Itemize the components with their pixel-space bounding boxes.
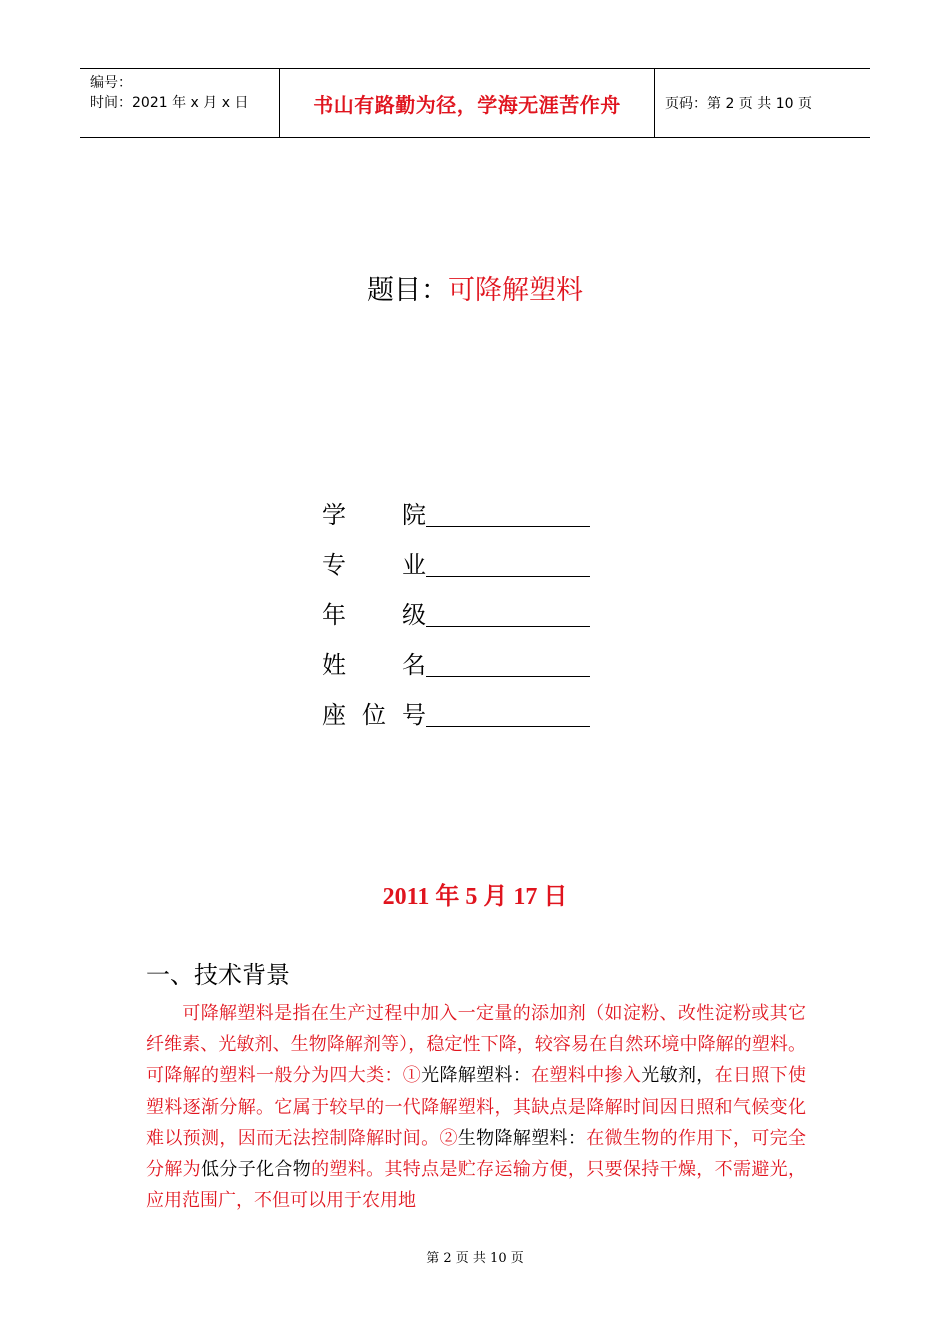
page-title <box>0 268 950 307</box>
text-run: 在微生物 <box>586 1127 660 1149</box>
header-page-info: 页码：第 2 页 共 10 页 <box>665 96 812 112</box>
text-run: 光敏剂， <box>641 1065 715 1087</box>
header-time-label: 时间：2021 年 x 月 x 日 <box>90 95 249 111</box>
field-char: 年 <box>322 601 346 629</box>
field-label <box>322 645 426 680</box>
text-run: 在塑料中掺入 <box>531 1065 642 1087</box>
header-meta <box>80 69 280 137</box>
field-label <box>322 695 426 730</box>
page-footer: 第 2 页 共 10 页 <box>426 1251 524 1266</box>
text-run: 可降解塑料是指在生产过程中加入一定量的添加剂（如淀粉、改性淀粉或其它纤维素、光敏剂、生物降解剂等），稳定性下降，较容易在自然环境中降解的塑料。可降解的塑料一般分为四大类：① <box>146 1003 806 1087</box>
field-char: 号 <box>402 701 426 729</box>
text-run: 的塑料。其特点是贮存运输方便，只要保持干燥，不需避光，应用范围广，不但可以用于农用地 <box>146 1159 807 1212</box>
field-seat <box>322 680 590 730</box>
header-number-label: 编号： <box>90 75 132 91</box>
text-run: 生物降解塑料： <box>457 1127 587 1149</box>
document-date: 2011 年 5 月 17 日 <box>382 884 568 910</box>
body-paragraph <box>146 998 806 1216</box>
field-char: 姓 <box>322 651 346 679</box>
field-major <box>322 530 590 580</box>
text-run: 低分子化合物 <box>201 1159 312 1181</box>
fill-line[interactable] <box>426 552 590 577</box>
text-run: 光降解塑料： <box>421 1065 532 1087</box>
field-label <box>322 495 426 530</box>
fill-line[interactable] <box>426 702 590 727</box>
field-char: 院 <box>402 501 426 529</box>
field-char: 专 <box>322 551 346 579</box>
page-header <box>80 68 870 138</box>
field-label <box>322 545 426 580</box>
field-college <box>322 480 590 530</box>
field-char: 学 <box>322 501 346 529</box>
field-char: 名 <box>402 651 426 679</box>
field-char: 业 <box>402 551 426 579</box>
field-char: 座 <box>322 701 346 729</box>
field-label <box>322 595 426 630</box>
field-char: 位 <box>362 701 386 729</box>
field-grade <box>322 580 590 630</box>
info-fields <box>322 480 590 730</box>
header-motto: 书山有路勤为径，学海无涯苦作舟 <box>280 69 655 137</box>
title-text: 可降解塑料 <box>448 275 583 306</box>
fill-line[interactable] <box>426 652 590 677</box>
text-run: 的作用下，可完全分解为 <box>146 1127 807 1181</box>
field-name <box>322 630 590 680</box>
section-heading: 一、技术背景 <box>146 961 290 989</box>
fill-line[interactable] <box>426 602 590 627</box>
title-prefix: 题目： <box>367 275 448 306</box>
text-run: 在日照下使塑料逐渐分解。它属于较早的一代降解塑料，其缺点是降解时间因日照和气候变化难以预测，因而无法控制降解时间。② <box>146 1065 807 1149</box>
field-char: 级 <box>402 601 426 629</box>
fill-line[interactable] <box>426 502 590 527</box>
